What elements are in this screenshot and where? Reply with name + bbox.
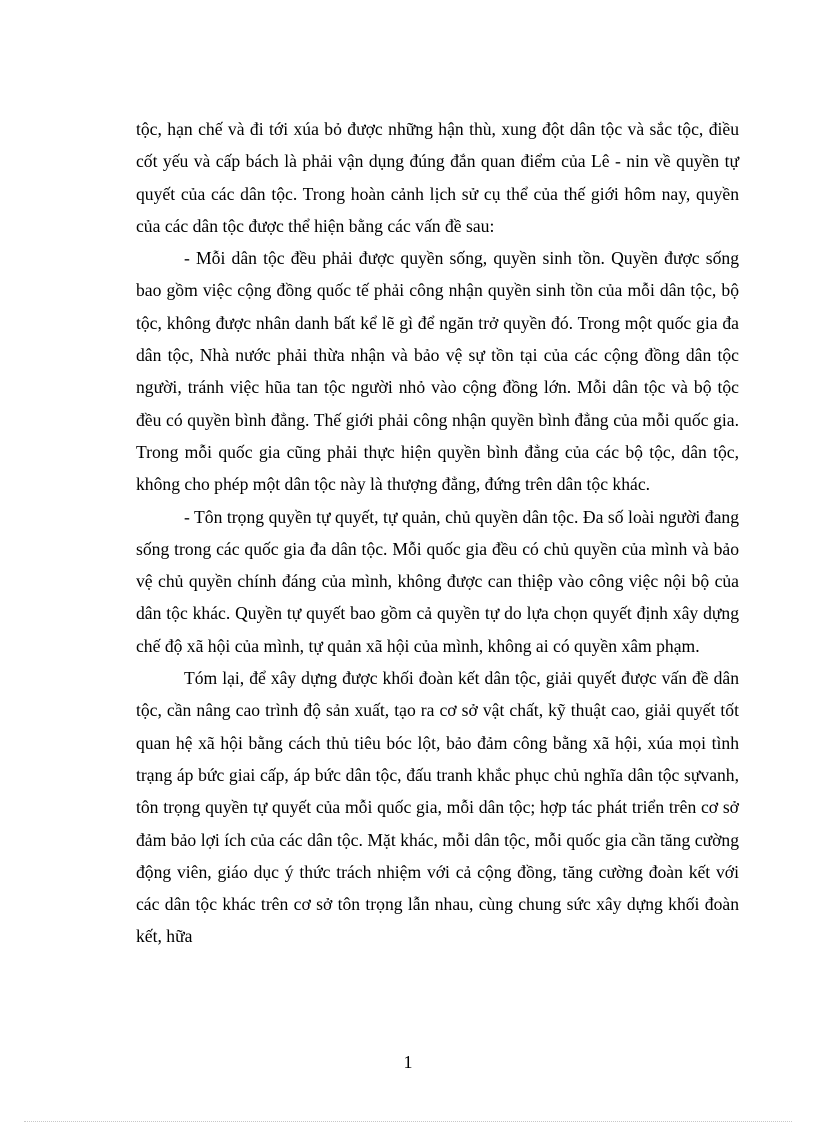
page-bottom-divider	[24, 1121, 792, 1122]
paragraph-3: - Tôn trọng quyền tự quyết, tự quản, chủ quyền dân tộc. Đa số loài người đang sống trong các quốc gia đa dân tộc. Mỗi quốc gia đều có chủ quyền của mình và bảo vệ chủ quyền chính đáng của mình, không được can thiệp vào công việc nội bộ của dân tộc khác. Quyền tự quyết bao gồm cả quyền tự do lựa chọn quyết định xây dựng chế độ xã hội của mình, tự quản xã hội của mình, không ai có quyền xâm phạm.	[136, 506, 739, 656]
paragraph-2: - Mỗi dân tộc đều phải được quyền sống, quyền sinh tồn. Quyền được sống bao gồm việc cộng đồng quốc tế phải công nhận quyền sinh tồn của mỗi dân tộc, bộ tộc, không được nhân danh bất kể lẽ gì để ngăn trở quyền đó. Trong một quốc gia đa dân tộc, Nhà nước phải thừa nhận và bảo vệ sự tồn tại của các cộng đồng dân tộc người, tránh việc hũa tan tộc người nhỏ vào cộng đồng lớn. Mỗi dân tộc và bộ tộc đều có quyền bình đẳng. Thế giới phải công nhận quyền bình đẳng của mỗi quốc gia. Trong mỗi quốc gia cũng phải thực hiện quyền bình đẳng của các bộ tộc, dân tộc, không cho phép một dân tộc này là thượng đẳng, đứng trên dân tộc khác.	[136, 248, 739, 495]
paragraph-1: tộc, hạn chế và đi tới xúa bỏ được những hận thù, xung đột dân tộc và sắc tộc, điều cốt yếu và cấp bách là phải vận dụng đúng đắn quan điểm của Lê - nin về quyền tự quyết của các dân tộc. Trong hoàn cảnh lịch sử cụ thể của thế giới hôm nay, quyền của các dân tộc được thể hiện bằng các vấn đề sau:	[136, 119, 739, 236]
paragraph-4: Tóm lại, để xây dựng được khối đoàn kết dân tộc, giải quyết được vấn đề dân tộc, cần nâng cao trình độ sản xuất, tạo ra cơ sở vật chất, kỹ thuật cao, giải quyết tốt quan hệ xã hội bằng cách thủ tiêu bóc lột, bảo đảm công bằng xã hội, xúa mọi tình trạng áp bức giai cấp, áp bức dân tộc, đấu tranh khắc phục chủ nghĩa dân tộc sựvanh, tôn trọng quyền tự quyết của mỗi quốc gia, mỗi dân tộc; hợp tác phát triển trên cơ sở đảm bảo lợi ích của các dân tộc. Mặt khác, mỗi dân tộc, mỗi quốc gia cần tăng cường động viên, giáo dục ý thức trách nhiệm với cả cộng đồng, tăng cường đoàn kết với các dân tộc khác trên cơ sở tôn trọng lẫn nhau, cùng chung sức xây dựng khối đoàn kết, hữa	[136, 668, 739, 947]
page-number: 1	[403, 1052, 413, 1072]
body-text	[136, 113, 739, 953]
